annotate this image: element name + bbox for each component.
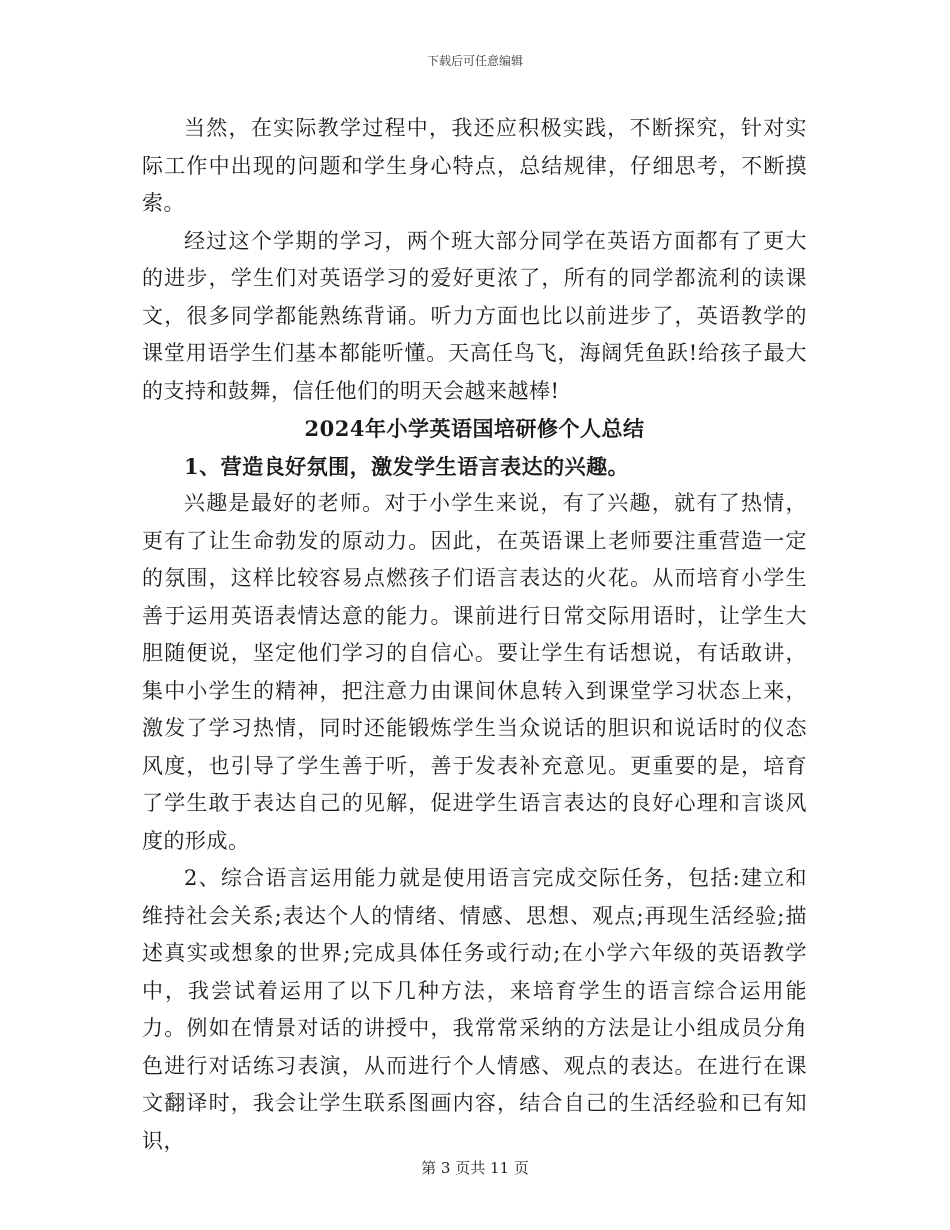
page-number-footer: 第 3 页共 11 页: [421, 1159, 529, 1177]
page-header-note: 下载后可任意编辑: [426, 54, 523, 68]
document-body: [142, 110, 807, 1160]
section-title: 2024年小学英语国培研修个人总结: [304, 416, 645, 441]
sub-heading-atmosphere: 1、营造良好氛围，激发学生语言表达的兴趣。: [184, 453, 630, 479]
paragraph-language-ability: 2、综合语言运用能力就是使用语言完成交际任务，包括:建立和维持社会关系;表达个人的情绪、情感、思想、观点;再现生活经验;描述真实或想象的世界;完成具体任务或行动;在小学六年级的英语教学中，我尝试着运用了以下几种方法，来培育学生的语言综合运用能力。例如在情景对话的讲授中，我常常采纳的方法是让小组成员分角色进行对话练习表演，从而进行个人情感、观点的表达。在进行在课文翻译时，我会让学生联系图画内容，结合自己的生活经验和已有知识，: [142, 866, 807, 1153]
paragraph-progress: 经过这个学期的学习，两个班大部分同学在英语方面都有了更大的进步，学生们对英语学习的爱好更浓了，所有的同学都流利的读课文，很多同学都能熟练背诵。听力方面也比以前进步了，英语教学的课堂用语学生们基本都能听懂。天高任鸟飞，海阔凭鱼跃!给孩子最大的支持和鼓舞，信任他们的明天会越来越棒!: [142, 228, 807, 403]
paragraph-interest: 兴趣是最好的老师。对于小学生来说，有了兴趣，就有了热情，更有了让生命勃发的原动力。因此，在英语课上老师要注重营造一定的氛围，这样比较容易点燃孩子们语言表达的火花。从而培育小学生善于运用英语表情达意的能力。课前进行日常交际用语时，让学生大胆随便说，坚定他们学习的自信心。要让学生有话想说，有话敢讲，集中小学生的精神，把注意力由课间休息转入到课堂学习状态上来，激发了学习热情，同时还能锻炼学生当众说话的胆识和说话时的仪态风度，也引导了学生善于听，善于发表补充意见。更重要的是，培育了学生敢于表达自己的见解，促进学生语言表达的良好心理和言谈风度的形成。: [142, 491, 807, 853]
paragraph-reflection: 当然，在实际教学过程中，我还应积极实践，不断探究，针对实际工作中出现的问题和学生身心特点，总结规律，仔细思考，不断摸索。: [142, 116, 807, 215]
